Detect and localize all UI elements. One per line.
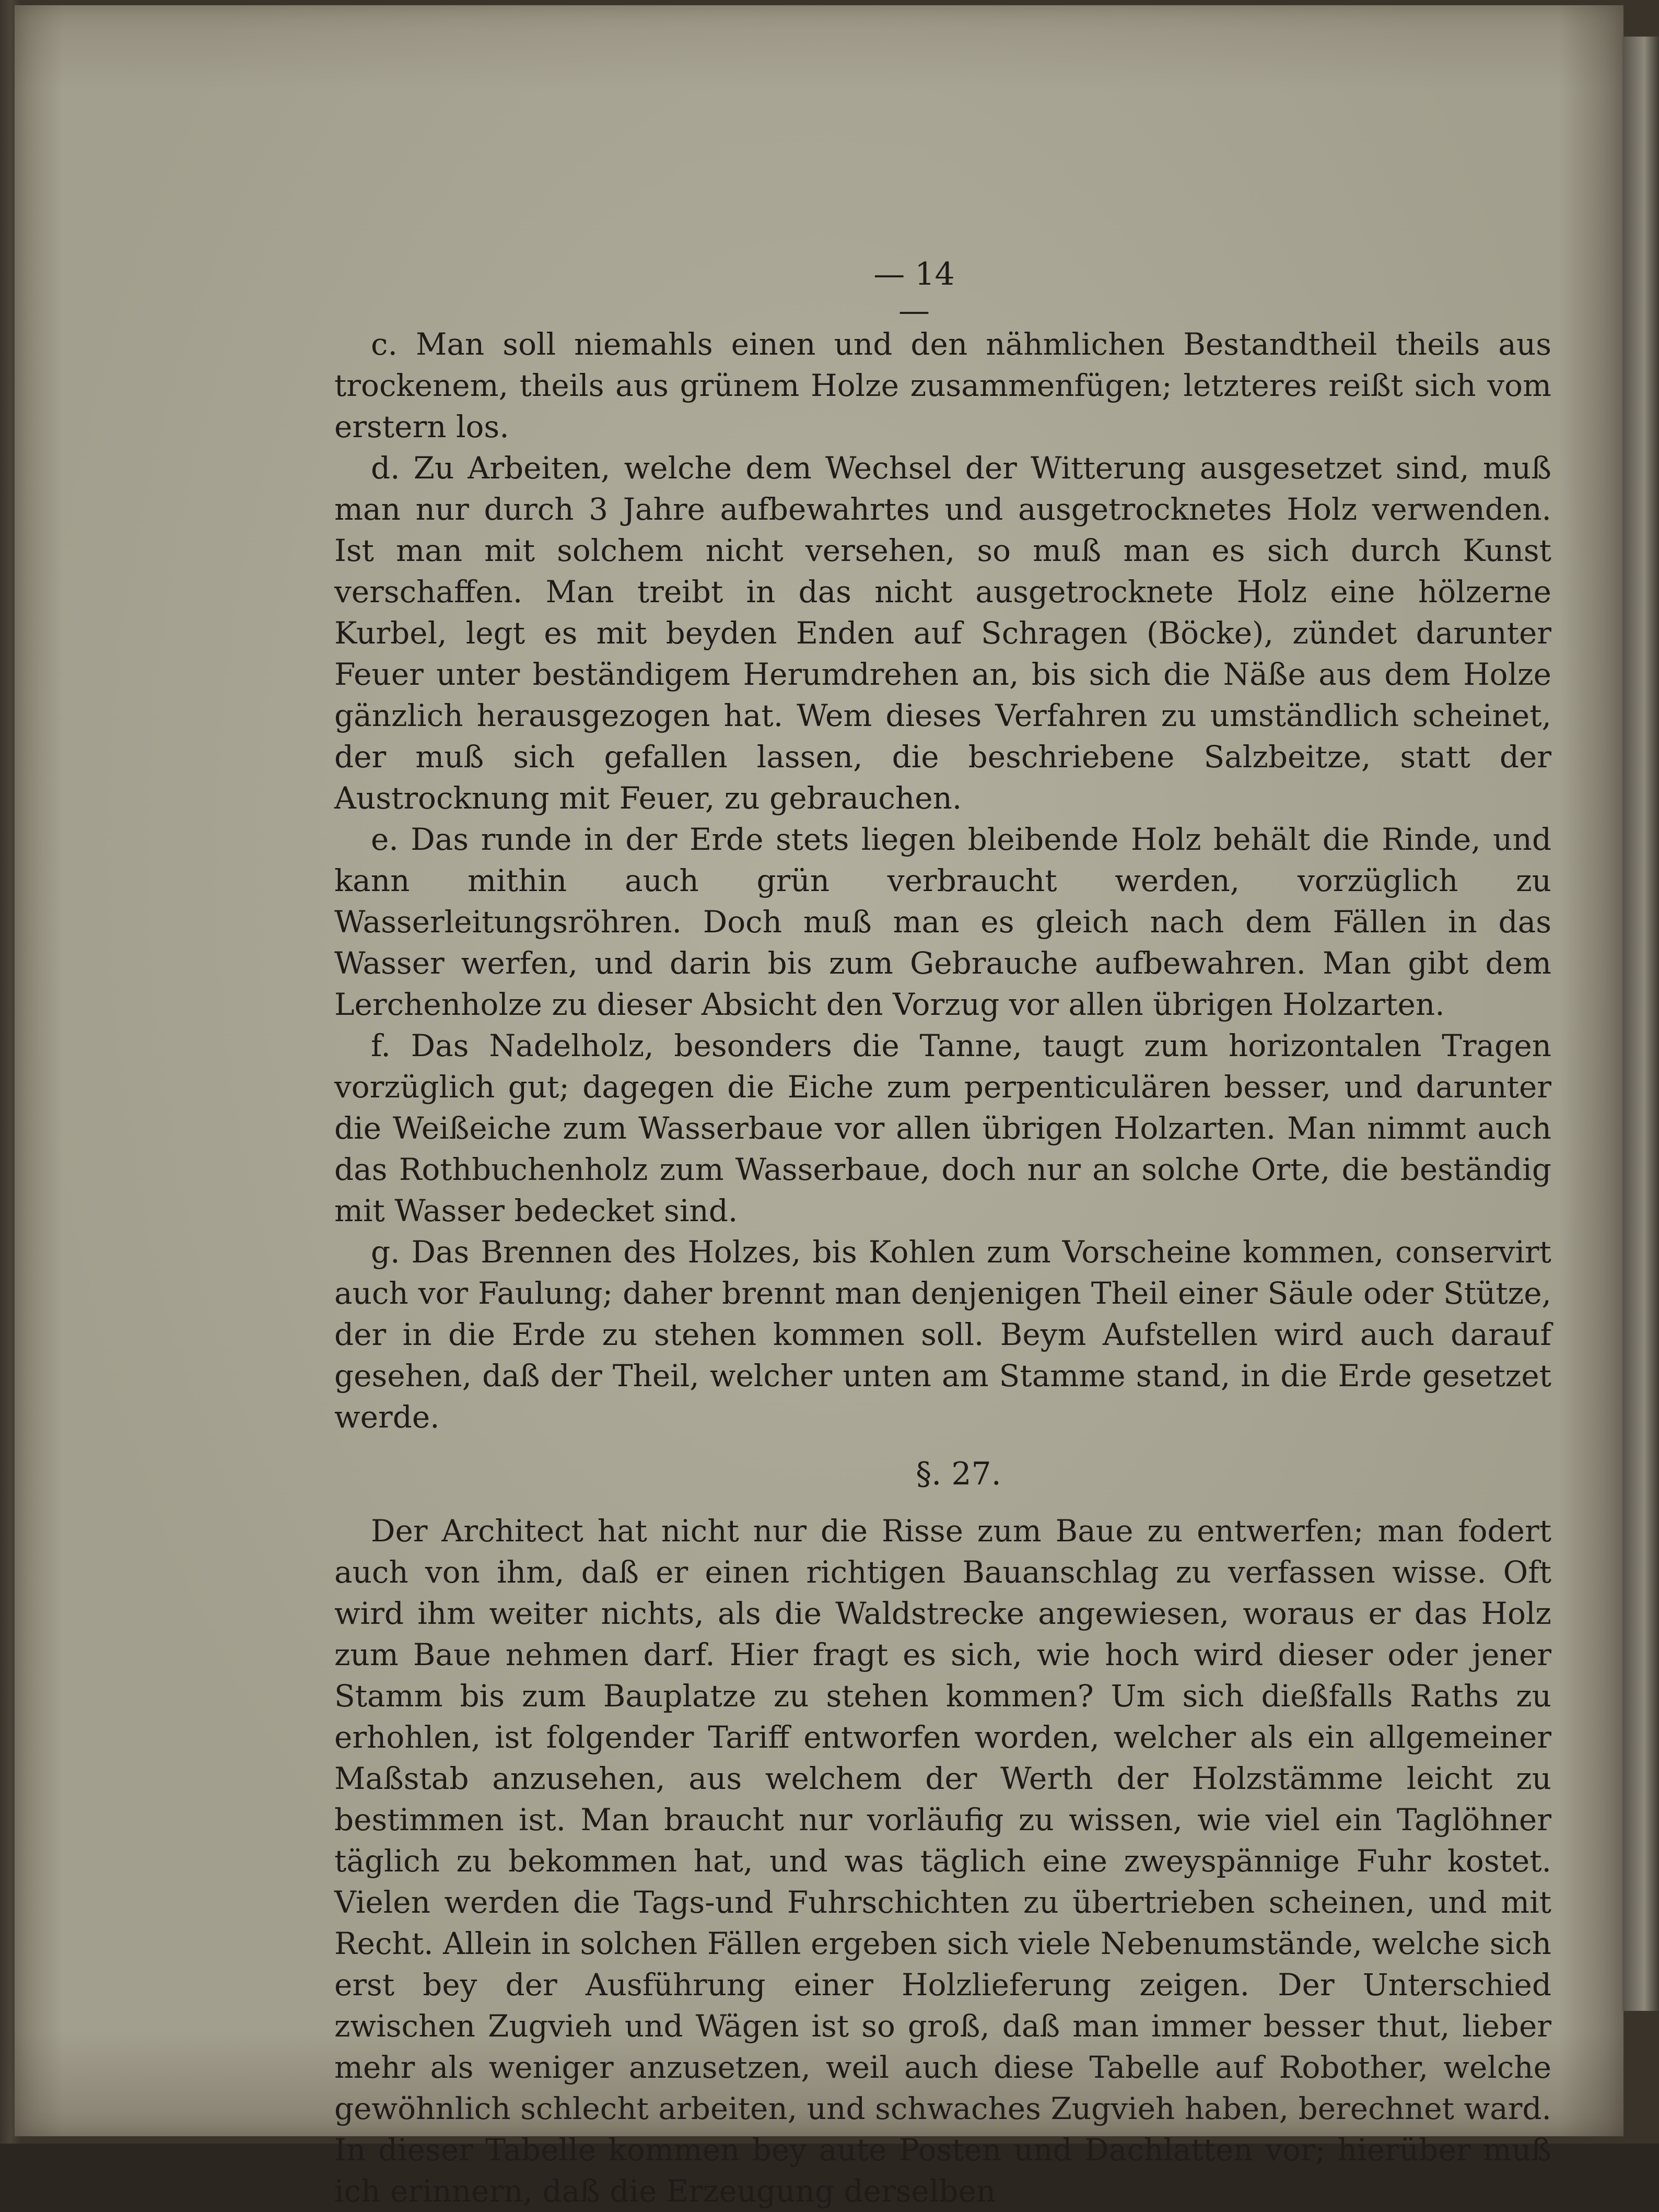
paragraph-section-27: Der Architect hat nicht nur die Risse zum Baue zu entwerfen; man fodert auch von ihm, daß er einen richtigen Bauanschlag zu verfassen wisse. Oft wird ihm weiter nichts, als die Waldstrecke angewiesen, woraus er das Holz zum Baue nehmen darf. Hier fragt es sich, wie hoch wird dieser oder jener Stamm bis zum Bauplatze zu stehen kommen? Um sich dießfalls Raths zu erhohlen, ist folgender Tariff entworfen worden, welcher als ein allgemeiner Maßstab anzusehen, aus welchem der Werth der Holzstämme leicht zu bestimmen ist. Man braucht nur vorläufig zu wissen, wie viel ein Taglöhner täglich zu bekommen hat, und was täglich eine zweyspännige Fuhr kostet. Vielen werden die Tags-und Fuhrschichten zu übertrieben scheinen, und mit Recht. Allein in solchen Fällen ergeben sich viele Nebenumstände, welche sich erst bey der Ausführung einer Holzlieferung zeigen. Der Unterschied zwischen Zugvieh und Wägen ist so groß, daß man immer besser thut, lieber mehr als weniger anzusetzen, weil auch diese Tabelle auf Robother, welche gewöhnlich schlecht arbeiten, und schwaches Zugvieh haben, berechnet ward. In dieser Tabelle kommen bey aute Posten und Dachlatten vor; hierüber muß ich erinnern, daß die Erzeugung derselben xyxy=(334,1513,1551,2209)
paragraph-g: g. Das Brennen des Holzes, bis Kohlen zum Vorscheine kommen, conservirt auch vor Faulung; daher brennt man denjenigen Theil einer Säule oder Stütze, der in die Erde zu stehen kommen soll. Beym Aufstellen wird auch darauf gesehen, daß der Theil, welcher unten am Stamme stand, in die Erde gesetzet werde. xyxy=(334,1234,1551,1435)
paragraph-e: e. Das runde in der Erde stets liegen bleibende Holz behält die Rinde, und kann mithin auch grün verbraucht werden, vorzüglich zu Wasserleitungsröhren. Doch muß man es gleich nach dem Fällen in das Wasser werfen, und darin bis zum Gebrauche aufbewahren. Man gibt dem Lerchenholze zu dieser Absicht den Vorzug vor allen übrigen Holzarten. xyxy=(334,822,1551,1022)
paragraph-d: d. Zu Arbeiten, welche dem Wechsel der Witterung ausgesetzet sind, muß man nur durch 3 Jahre aufbewahrtes und ausgetrocknetes Holz verwenden. Ist man mit solchem nicht versehen, so muß man es sich durch Kunst verschaffen. Man treibt in das nicht ausgetrocknete Holz eine hölzerne Kurbel, legt es mit beyden Enden auf Schragen (Böcke), zündet darunter Feuer unter beständigem Herumdrehen an, bis sich die Näße aus dem Holze gänzlich herausgezogen hat. Wem dieses Verfahren zu umständlich scheinet, der muß sich gefallen lassen, die beschriebene Salzbeitze, statt der Austrocknung mit Feuer, zu gebrauchen. xyxy=(334,450,1551,816)
page-number: — 14 — xyxy=(873,256,955,329)
next-page-edge xyxy=(1622,37,1659,2011)
paragraph-f: f. Das Nadelholz, besonders die Tanne, taugt zum horizontalen Tragen vorzüglich gut; dagegen die Eiche zum perpenticulären besser, und darunter die Weißeiche zum Wasserbaue vor allen übrigen Holzarten. Man nimmt auch das Rothbuchenholz zum Wasserbaue, doch nur an solche Orte, die beständig mit Wasser bedecket sind. xyxy=(334,1028,1551,1228)
paragraph-c: c. Man soll niemahls einen und den nähmlichen Bestandtheil theils aus trockenem, theils aus grünem Holze zusammenfügen; letzteres reißt sich vom erstern los. xyxy=(334,326,1551,444)
page-body xyxy=(334,324,1551,2212)
section-heading: §. 27. xyxy=(916,1456,1001,1492)
